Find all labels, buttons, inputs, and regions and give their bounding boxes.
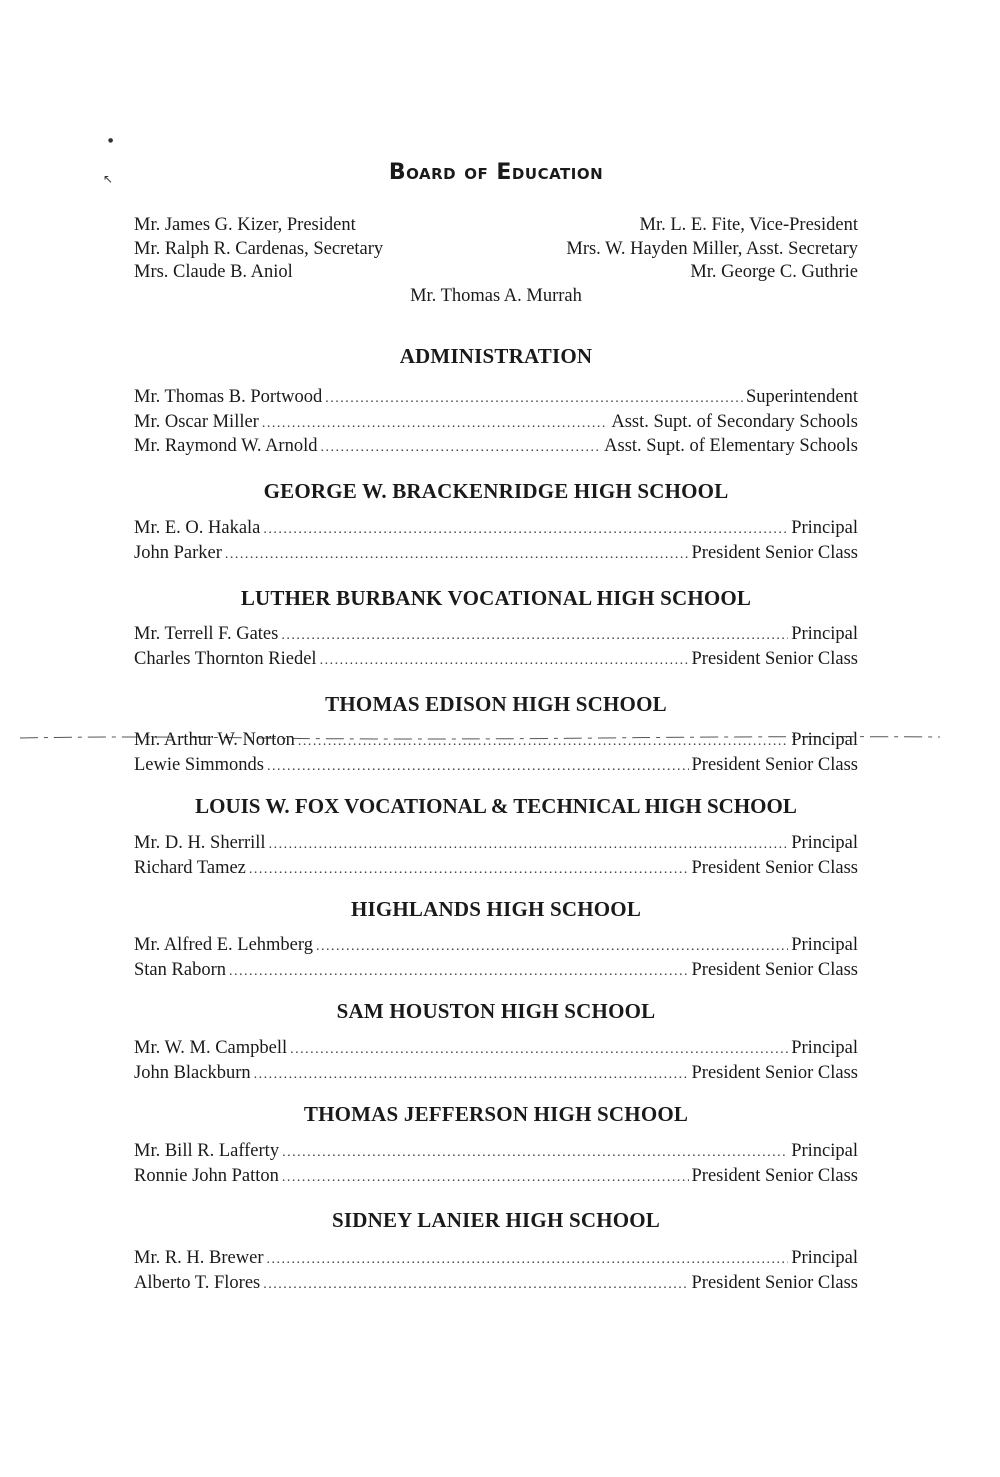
entry-title: President Senior Class: [691, 648, 858, 669]
entry-name: Mr. Oscar Miller: [134, 411, 259, 432]
dot-leader: [282, 1140, 788, 1165]
dot-leader: [282, 1165, 689, 1190]
entry-name: Alberto T. Flores: [134, 1272, 261, 1293]
section-entries: [134, 517, 858, 566]
dot-leader: [269, 832, 789, 857]
dot-leader: [320, 648, 689, 673]
entry-name: Mr. W. M. Campbell: [134, 1038, 288, 1058]
dot-leader: [316, 934, 788, 959]
entry-title: Principal: [791, 1248, 858, 1268]
stray-dot: ●: [108, 137, 114, 144]
entry-title: Principal: [791, 730, 858, 750]
entry-row: [134, 1247, 858, 1272]
dot-leader: [290, 1037, 788, 1062]
dot-leader: [263, 517, 788, 542]
dot-leader: [249, 857, 689, 882]
entry-title: Principal: [791, 1141, 858, 1161]
board-row: [134, 214, 858, 238]
entry-title: President Senior Class: [691, 857, 858, 878]
entry-row: [134, 959, 858, 984]
entry-row: [134, 832, 858, 857]
dot-leader: [262, 411, 608, 436]
entry-name: John Parker: [134, 542, 222, 563]
entry-name: Mr. Terrell F. Gates: [134, 624, 279, 644]
entry-title: President Senior Class: [691, 959, 858, 980]
entry-name: Mr. R. H. Brewer: [134, 1248, 264, 1268]
board-member: Mrs. W. Hayden Miller, Asst. Secretary: [566, 238, 858, 259]
entry-title: President Senior Class: [691, 754, 858, 775]
entry-title: President Senior Class: [691, 1165, 858, 1186]
entry-row: [134, 1165, 858, 1190]
entry-row: [134, 1037, 858, 1062]
board-member: Mr. James G. Kizer, President: [134, 215, 356, 235]
entry-title: President Senior Class: [691, 542, 858, 563]
dot-leader: [254, 1062, 689, 1087]
entry-row: [134, 729, 858, 754]
section-heading: THOMAS JEFFERSON HIGH SCHOOL: [303, 1102, 689, 1126]
section-entries: [134, 934, 858, 983]
entry-name: Ronnie John Patton: [134, 1165, 279, 1186]
entry-name: Lewie Simmonds: [134, 754, 265, 775]
dot-leader: [229, 959, 689, 984]
entry-name: Charles Thornton Riedel: [134, 648, 317, 669]
dot-leader: [225, 542, 689, 567]
section-heading: GEORGE W. BRACKENRIDGE HIGH SCHOOL: [263, 479, 729, 503]
entry-row: [134, 754, 858, 779]
entry-row: [134, 386, 858, 411]
board-row: [134, 238, 858, 262]
dot-leader: [267, 754, 688, 779]
entry-name: Mr. Bill R. Lafferty: [134, 1141, 280, 1161]
board-member-center: Mr. Thomas A. Murrah: [410, 285, 582, 306]
section-heading: SAM HOUSTON HIGH SCHOOL: [336, 999, 656, 1023]
entry-name: Mr. Arthur W. Norton: [134, 730, 295, 750]
section-entries: [134, 729, 858, 778]
board-members: [134, 214, 858, 308]
entry-title: Principal: [791, 518, 858, 538]
entry-title: Principal: [791, 935, 858, 955]
section-entries: [134, 1140, 858, 1189]
board-title: Board of Education: [388, 160, 604, 185]
dot-leader: [320, 435, 601, 460]
entry-name: Stan Raborn: [134, 959, 226, 980]
entry-title: Superintendent: [745, 387, 858, 407]
section-heading: HIGHLANDS HIGH SCHOOL: [350, 897, 642, 921]
section-entries: [134, 1247, 858, 1296]
stray-mark: ↖: [103, 172, 114, 186]
section-heading: LOUIS W. FOX VOCATIONAL & TECHNICAL HIGH SCHOOL: [195, 794, 797, 818]
entry-name: Richard Tamez: [134, 857, 246, 878]
section-entries: [134, 623, 858, 672]
section-heading: ADMINISTRATION: [399, 344, 593, 368]
dot-leader: [281, 623, 788, 648]
entry-name: Mr. Raymond W. Arnold: [134, 436, 318, 456]
board-member: Mr. Ralph R. Cardenas, Secretary: [134, 238, 384, 259]
entry-row: [134, 1062, 858, 1087]
entry-name: Mr. E. O. Hakala: [134, 518, 261, 538]
entry-row: [134, 934, 858, 959]
entry-row: [134, 542, 858, 567]
board-row: [134, 261, 858, 285]
entry-title: President Senior Class: [691, 1062, 858, 1083]
entry-row: [134, 517, 858, 542]
entry-title: Principal: [791, 1038, 858, 1058]
entry-title: Principal: [791, 833, 858, 853]
entry-row: [134, 435, 858, 460]
entry-title: Asst. Supt. of Secondary Schools: [611, 411, 858, 432]
entry-title: Principal: [791, 624, 858, 644]
dot-leader: [266, 1247, 788, 1272]
dot-leader: [325, 386, 743, 411]
board-member: Mr. L. E. Fite, Vice-President: [639, 215, 858, 235]
entry-name: Mr. D. H. Sherrill: [134, 833, 266, 853]
entry-row: [134, 648, 858, 673]
section-heading: LUTHER BURBANK VOCATIONAL HIGH SCHOOL: [240, 586, 752, 610]
section-entries: [134, 832, 858, 881]
entry-name: Mr. Alfred E. Lehmberg: [134, 935, 313, 955]
dot-leader: [263, 1272, 688, 1297]
entry-row: [134, 411, 858, 436]
entry-row: [134, 1140, 858, 1165]
entry-row: [134, 623, 858, 648]
section-entries: [134, 1037, 858, 1086]
board-member: Mrs. Claude B. Aniol: [134, 262, 293, 282]
entry-title: President Senior Class: [691, 1272, 858, 1293]
entry-name: Mr. Thomas B. Portwood: [134, 387, 323, 407]
section-entries: [134, 386, 858, 460]
entry-row: [134, 1272, 858, 1297]
entry-row: [134, 857, 858, 882]
entry-title: Asst. Supt. of Elementary Schools: [604, 436, 858, 456]
section-heading: THOMAS EDISON HIGH SCHOOL: [325, 692, 667, 716]
board-member: Mr. George C. Guthrie: [690, 262, 858, 282]
dot-leader: [298, 729, 788, 754]
entry-name: John Blackburn: [134, 1062, 251, 1083]
section-heading: SIDNEY LANIER HIGH SCHOOL: [331, 1208, 661, 1232]
